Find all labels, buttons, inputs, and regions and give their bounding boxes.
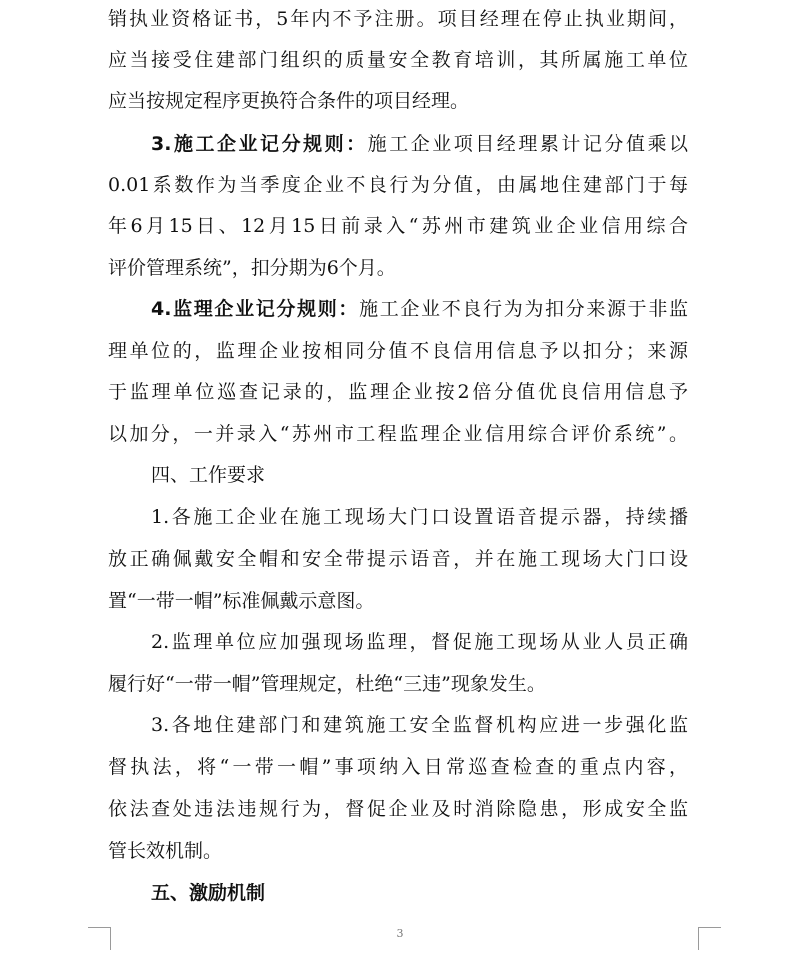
- requirement-3-first-line: 3.各地住建部门和建筑施工安全监督机构应进一步强化监: [151, 714, 688, 736]
- page-number: 3: [396, 927, 404, 940]
- crop-mark-left: [88, 927, 111, 950]
- paragraph-line: 理单位的，监理企业按相同分值不良信用信息予以扣分；来源: [108, 340, 688, 362]
- paragraph-line: 管长效机制。: [108, 840, 223, 862]
- rule-3-text: 施工企业项目经理累计记分值乘以: [367, 133, 688, 155]
- paragraph-line: 以加分，一并录入“苏州市工程监理企业信用综合评价系统”。: [108, 423, 688, 445]
- crop-mark-right: [698, 927, 721, 950]
- paragraph-line: 放正确佩戴安全帽和安全带提示语音，并在施工现场大门口设: [108, 548, 688, 570]
- paragraph-line: 于监理单位巡查记录的，监理企业按2倍分值优良信用信息予: [108, 381, 688, 403]
- paragraph-line: 评价管理系统”，扣分期为6个月。: [108, 257, 396, 279]
- paragraph-line: 年6月15日、12月15日前录入“苏州市建筑业企业信用综合: [108, 215, 688, 237]
- rule-3-lead: 3.施工企业记分规则：: [151, 133, 368, 155]
- rule-4-lead: 4.监理企业记分规则：: [151, 298, 360, 320]
- requirement-2-first-line: 2.监理单位应加强现场监理，督促施工现场从业人员正确: [151, 631, 688, 653]
- paragraph-line: 置“一带一帽”标准佩戴示意图。: [108, 590, 375, 612]
- section-5-heading: 五、激励机制: [151, 882, 266, 904]
- rule-4-text: 施工企业不良行为为扣分来源于非监: [359, 298, 688, 320]
- paragraph-line: 督执法，将“一带一帽”事项纳入日常巡查检查的重点内容，: [108, 756, 688, 778]
- rule-4-first-line: [151, 296, 688, 322]
- paragraph-line: 应当按规定程序更换符合条件的项目经理。: [108, 90, 470, 112]
- paragraph-line: 应当接受住建部门组织的质量安全教育培训，其所属施工单位: [108, 49, 688, 71]
- section-4-heading: 四、工作要求: [151, 464, 266, 486]
- paragraph-line: 履行好“一带一帽”管理规定，杜绝“三违”现象发生。: [108, 673, 546, 695]
- paragraph-line: 销执业资格证书，5年内不予注册。项目经理在停止执业期间，: [108, 8, 688, 30]
- paragraph-line: 0.01系数作为当季度企业不良行为分值，由属地住建部门于每: [108, 174, 688, 196]
- paragraph-line: 依法查处违法违规行为，督促企业及时消除隐患，形成安全监: [108, 798, 688, 820]
- requirement-1-first-line: 1.各施工企业在施工现场大门口设置语音提示器，持续播: [151, 506, 688, 528]
- rule-3-first-line: [151, 131, 688, 157]
